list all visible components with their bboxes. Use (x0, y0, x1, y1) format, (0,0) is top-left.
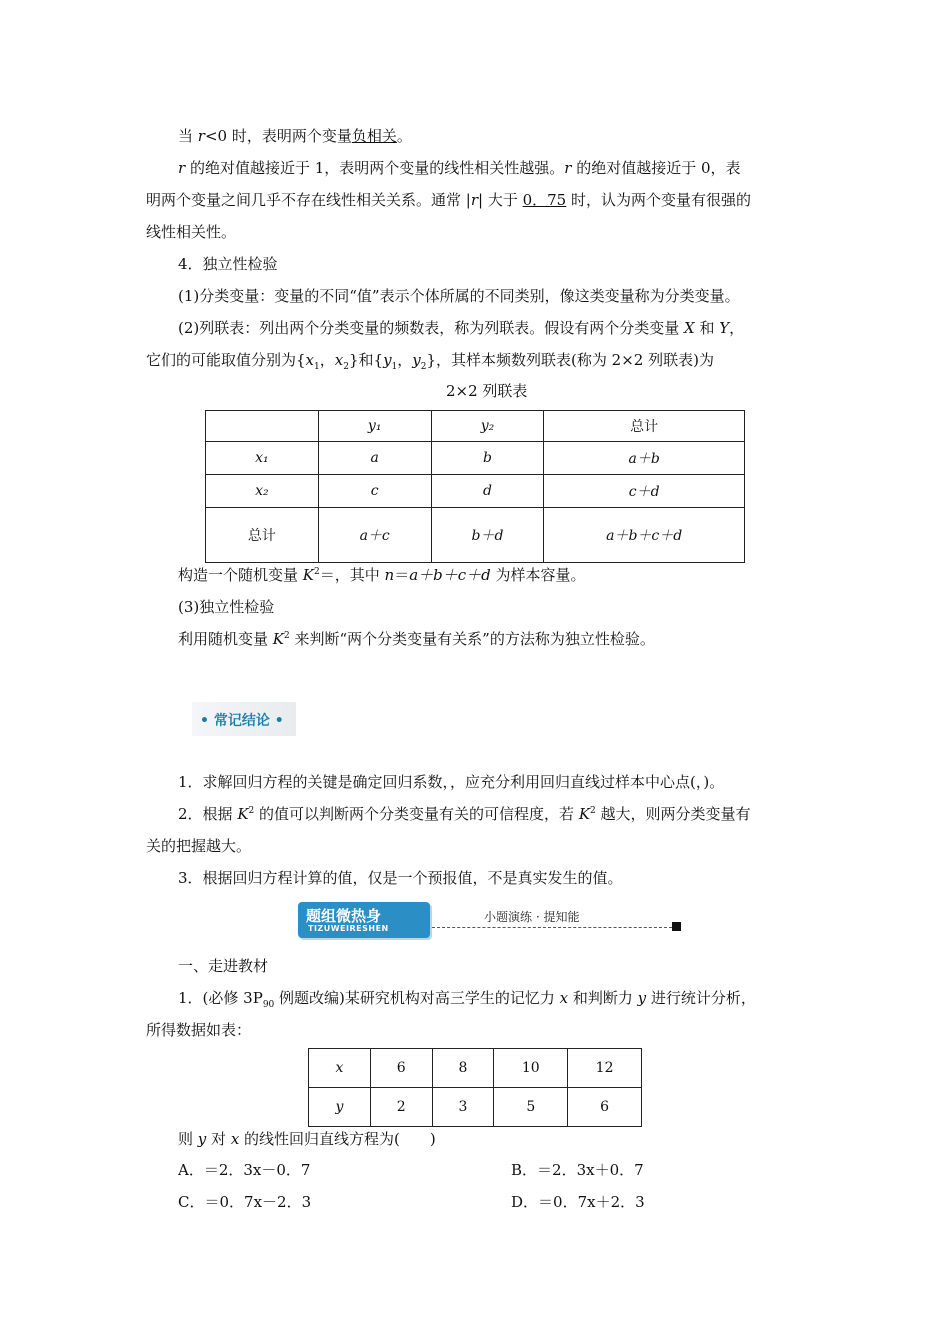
table-cell: 10 (494, 1049, 568, 1088)
table-cell: c＋d (544, 475, 745, 508)
table-cell: d (431, 475, 544, 508)
abs-value-paragraph-line1: r 的绝对值越接近于 1，表明两个变量的线性相关性越强。r 的绝对值越接近于 0，表 (178, 159, 741, 177)
table-cell: 3 (432, 1088, 494, 1127)
table-cell: x₁ (206, 442, 319, 475)
table-cell: y₂ (431, 411, 544, 442)
table-cell: a＋c (318, 508, 431, 563)
banner-slogan: 小题演练 · 提知能 (484, 910, 580, 924)
contingency-table (205, 410, 745, 563)
contingency-table-definition-line2: 它们的可能取值分别为{$x_1$，$x_2$}和{$y_1$，$y_2$}，其样本频数列联表(称为 2×2 列联表)为 (146, 351, 714, 372)
table-cell: y₁ (318, 411, 431, 442)
table-cell: x₂ (206, 475, 319, 508)
warmup-banner-title: 题组微热身 (306, 907, 382, 925)
table-cell: c (318, 475, 431, 508)
table-cell: b＋d (431, 508, 544, 563)
categorical-variable-definition: (1)分类变量：变量的不同“值”表示个体所属的不同类别，像这类变量称为分类变量。 (178, 287, 740, 305)
conclusion-2-line1: 2．根据 $K^2$ 的值可以判断两个分类变量有关的可信程度，若 $K^2$ 越大，则两分类变量有 (178, 805, 751, 823)
table-row (206, 508, 745, 563)
k2-statistic-definition: 构造一个随机变量 $K^2=$，其中 n＝a＋b＋c＋d 为样本容量。 (178, 566, 586, 584)
option-b[interactable]: B．＝2．3x＋0．7 (511, 1161, 644, 1179)
question-1-line2: 所得数据如表： (146, 1021, 252, 1039)
exercise-part-heading: 一、走进教材 (178, 957, 269, 975)
table-cell: 总计 (206, 508, 319, 563)
independence-test-definition: 利用随机变量 $K^2$ 来判断“两个分类变量有关系”的方法称为独立性检验。 (178, 630, 655, 648)
table-cell: 5 (494, 1088, 568, 1127)
table-cell: 6 (568, 1088, 642, 1127)
table-cell: a (318, 442, 431, 475)
conclusion-1: 1．求解回归方程的关键是确定回归系数，，应充分利用回归直线过样本中心点(，)。 (178, 773, 725, 791)
contingency-table-definition-line1: (2)列联表：列出两个分类变量的频数表，称为列联表。假设有两个分类变量 X 和 Y， (178, 319, 745, 337)
abs-value-paragraph-line3: 线性相关性。 (146, 223, 237, 241)
table-cell: 8 (432, 1049, 494, 1088)
table-row (206, 475, 745, 508)
section4-heading: 4．独立性检验 (178, 255, 278, 273)
table-cell: 12 (568, 1049, 642, 1088)
conclusions-badge-label: • 常记结论 • (200, 713, 284, 729)
table-cell: 总计 (544, 411, 745, 442)
warmup-banner-subtitle: TIZUWEIRESHEN (308, 924, 389, 933)
warmup-banner (298, 900, 682, 944)
table-cell: a＋b＋c＋d (544, 508, 745, 563)
table-cell: x (309, 1049, 371, 1088)
table-cell: 6 (370, 1049, 432, 1088)
conclusions-badge (192, 702, 296, 736)
option-c[interactable]: C．＝0．7x－2．3 (178, 1193, 312, 1211)
independence-test-heading: (3)独立性检验 (178, 598, 275, 616)
table-header-row (206, 411, 745, 442)
memory-judgment-table (308, 1048, 642, 1127)
table-cell: y (309, 1088, 371, 1127)
table-cell: 2 (370, 1088, 432, 1127)
warmup-banner-box (298, 902, 430, 938)
banner-end-square-icon (672, 922, 681, 931)
option-d[interactable]: D．＝0．7x＋2．3 (511, 1193, 645, 1211)
question-1-line1: 1．(必修 $3P_{90}$ 例题改编)某研究机构对高三学生的记忆力 x 和判断力 y 进行统计分析， (178, 989, 756, 1010)
table-caption: 2×2 列联表 (446, 382, 528, 400)
conclusion-2-line2: 关的把握越大。 (146, 837, 252, 855)
table-cell (206, 411, 319, 442)
conclusion-3: 3．根据回归方程计算的值，仅是一个预报值，不是真实发生的值。 (178, 869, 623, 887)
banner-dashed-rule (432, 927, 672, 928)
table-row (309, 1049, 642, 1088)
option-a[interactable]: A．＝2．3x－0．7 (178, 1161, 311, 1179)
table-row (309, 1088, 642, 1127)
negative-correlation-line: 当 r<0 时，表明两个变量负相关。 (178, 127, 412, 145)
table-cell: a＋b (544, 442, 745, 475)
table-row (206, 442, 745, 475)
table-cell: b (431, 442, 544, 475)
abs-value-paragraph-line2: 明两个变量之间几乎不存在线性相关关系。通常 |r| 大于 0．75 时，认为两个变量有很强的 (146, 191, 752, 209)
question-1-prompt: 则 y 对 x 的线性回归直线方程为( ) (178, 1130, 436, 1148)
